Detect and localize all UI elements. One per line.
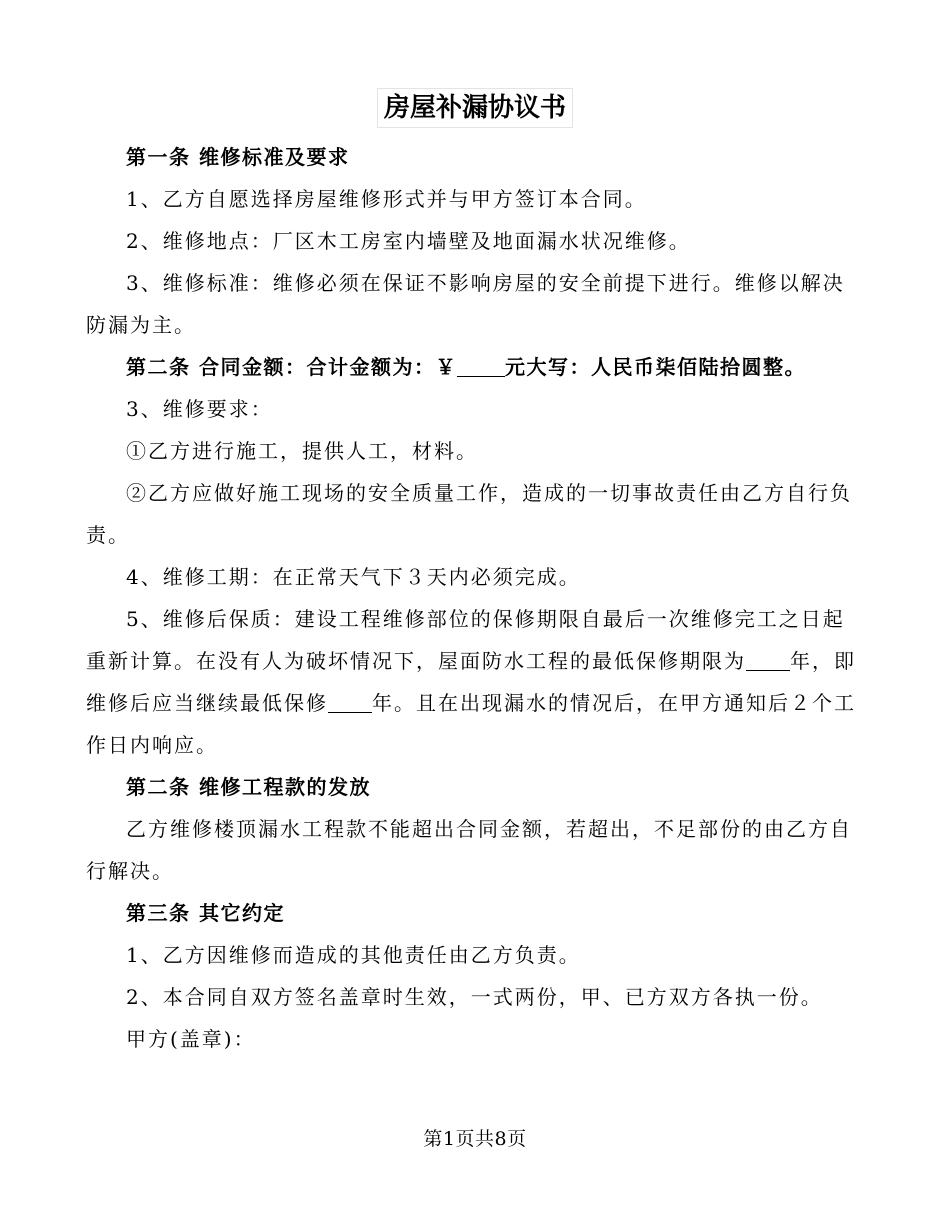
page-number: 第1页共8页	[423, 1128, 527, 1150]
article-1-item-3: 3、维修标准：维修必须在保证不影响房屋的安全前提下进行。维修以解决防漏为主。	[86, 271, 845, 337]
warranty-blank-1	[746, 648, 790, 671]
amount-blank	[457, 354, 505, 377]
article-2-item-4: 4、维修工期：在正常天气下３天内必须完成。	[126, 565, 581, 589]
article-3-item-2: 2、本合同自双方签名盖章时生效，一式两份，甲、已方双方各执一份。	[126, 985, 823, 1009]
article-1-heading: 第一条 维修标准及要求	[126, 145, 350, 169]
requirement-sub-1: ①乙方进行施工，提供人工，材料。	[126, 439, 478, 463]
article-3-item-1: 1、乙方因维修而造成的其他责任由乙方负责。	[126, 943, 581, 967]
item-5-part-3: 年。且在出现漏水的情况后，在甲方通知后２个工作日内响应。	[86, 691, 856, 757]
document-title: 房屋补漏协议书	[377, 88, 573, 128]
article-2-amount-heading	[86, 346, 862, 388]
party-a-signature: 甲方(盖章)：	[126, 1027, 256, 1051]
article-1-item-1: 1、乙方自愿选择房屋维修形式并与甲方签订本合同。	[126, 187, 647, 211]
article-2-payment-heading: 第二条 维修工程款的发放	[126, 775, 371, 799]
article-2-item-5	[86, 598, 862, 766]
requirement-sub-2: ②乙方应做好施工现场的安全质量工作，造成的一切事故责任由乙方自行负责。	[86, 481, 852, 547]
article-2-item-3: 3、维修要求：	[126, 397, 273, 421]
article-1-item-2: 2、维修地点：厂区木工房室内墙壁及地面漏水状况维修。	[126, 229, 691, 253]
amount-heading-suffix: 元大写：人民币柒佰陆拾圆整。	[504, 355, 806, 379]
item-5-part-2: 年，即维修后应当继续最低保修	[86, 649, 856, 715]
document-body	[86, 136, 862, 1060]
article-2-payment-text: 乙方维修楼顶漏水工程款不能超出合同金额，若超出，不足部份的由乙方自行解决。	[86, 817, 852, 883]
document-title-wrap	[0, 88, 950, 128]
amount-heading-prefix: 第二条 合同金额：合计金额为：￥	[126, 355, 457, 379]
warranty-blank-2	[328, 690, 372, 713]
article-3-heading: 第三条 其它约定	[126, 901, 285, 925]
item-5-part-1: 5、维修后保质：建设工程维修部位的保修期限自最后一次维修完工之日起重新计算。在没有人为破坏情况下，屋面防水工程的最低保修期限为	[86, 607, 845, 673]
